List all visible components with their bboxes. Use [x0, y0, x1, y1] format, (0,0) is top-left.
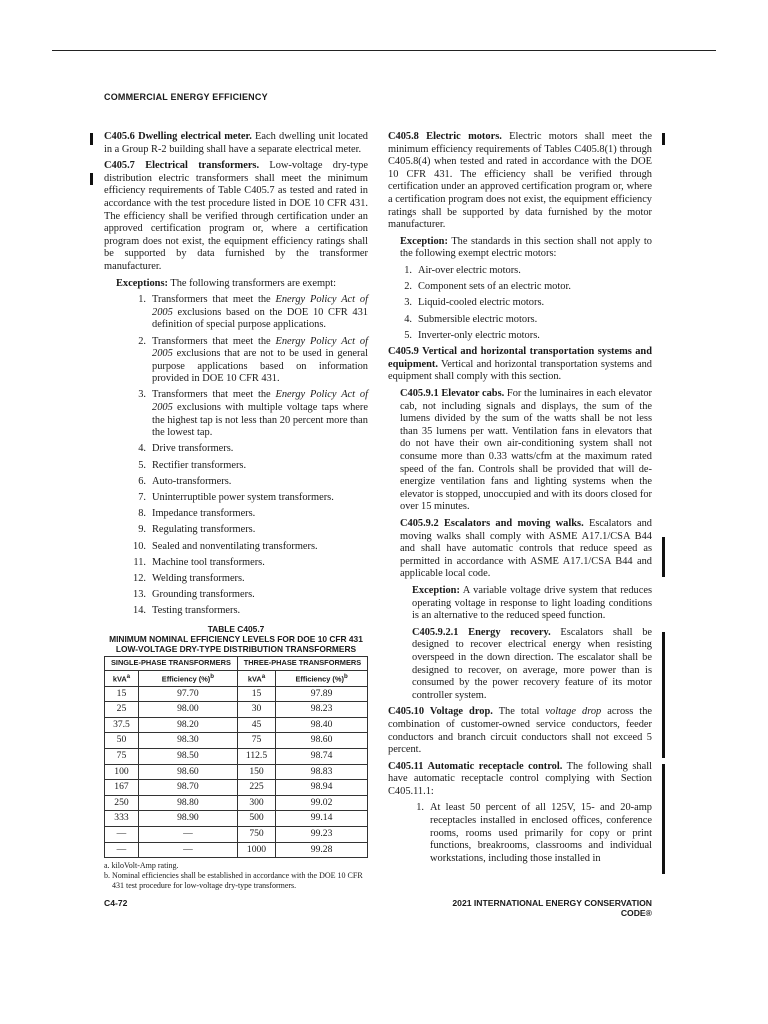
table-cell: 97.89	[276, 686, 368, 702]
list-number: 12.	[133, 572, 146, 584]
table-cell: 75	[237, 733, 275, 749]
list-number: 5.	[404, 329, 412, 341]
section-heading: C405.11 Automatic receptacle control.	[388, 760, 563, 772]
list-text: Air-over electric motors.	[418, 264, 521, 276]
list-item	[104, 492, 368, 505]
change-bar	[90, 133, 93, 145]
efficiency-table	[104, 656, 368, 858]
list-number: 11.	[133, 556, 146, 568]
table-cell: 300	[237, 795, 275, 811]
list-number: 1.	[416, 802, 424, 814]
exceptions-label: Exceptions:	[116, 277, 168, 289]
section-c405-9-1	[400, 388, 652, 514]
section-body: Each dwelling unit located in a Group R-2 building shall have a separate electrical meter.	[104, 131, 368, 155]
table-cell: —	[105, 842, 139, 858]
table-row	[105, 748, 368, 764]
section-heading: C405.9 Vertical and horizontal transportation systems and equipment.	[388, 346, 652, 370]
table-cell: 225	[237, 780, 275, 796]
list-number: 7.	[138, 492, 146, 503]
list-text: exclusions that are not to be used in general purpose applications based on information provided in DOE 10 CFR 431.	[152, 348, 368, 385]
table-cell: 45	[237, 717, 275, 733]
table-cell: 30	[237, 702, 275, 718]
section-c405-9-2	[400, 518, 652, 581]
section-body: Low-voltage dry-type distribution electric transformers shall meet the minimum efficiency requirements of Table C405.7 as tested and rated in accordance with the test procedure listed in DOE 10 CFR 431. The efficiency shall be verified through certification under an approved certification program or, where a certification program does not exist, the equipment efficiency ratings shall be supported by data furnished by the transformer manufacturer.	[104, 160, 368, 272]
table-cell: 25	[105, 702, 139, 718]
table-cell: 50	[105, 733, 139, 749]
table-cell: 15	[105, 686, 139, 702]
change-bar	[662, 537, 665, 577]
section-body: For the luminaires in each elevator cab, not including signals and displays, the sum of the lumens divided by the sum of the watts shall be not less than 35 lumens per watt. Ventilation fans in elevators that do not have their own air-conditioning system shall not consume more than 0.33 watts/cfm at the maximum rated speed of the fan. Controls shall be provided that will de-energize ventilation fans and lighting systems when the elevator is stopped, unoccupied and with its doors closed for over 15 minutes.	[400, 388, 652, 513]
table-cell: 98.00	[138, 702, 237, 718]
list-text: Rectifier transformers.	[152, 459, 247, 471]
exception-text: A variable voltage drive system that reduces operating voltage in response to light loading conditions is an alternative to the reduced speed function.	[412, 584, 652, 622]
list-text: Auto-transformers.	[152, 475, 232, 487]
list-number: 1.	[404, 264, 412, 276]
transformer-exceptions-list	[104, 294, 368, 618]
change-bar	[662, 764, 665, 874]
col-efficiency: Efficiency (%)$^b$	[276, 670, 368, 686]
section-heading: C405.6 Dwelling electrical meter.	[104, 131, 252, 142]
table-row	[105, 717, 368, 733]
table-cell: 98.60	[276, 733, 368, 749]
list-text: Transformers that meet the	[152, 294, 276, 306]
table-row	[105, 780, 368, 796]
list-text: Welding transformers.	[152, 572, 245, 584]
list-item	[104, 508, 368, 521]
col-efficiency: Efficiency (%)$^b$	[138, 670, 237, 686]
table-row	[105, 686, 368, 702]
section-body: The total	[492, 706, 546, 718]
list-text: exclusions based on the DOE 10 CFR 431 definition of special purpose applications.	[152, 306, 368, 331]
section-body: Vertical and horizontal transportation systems and equipment shall comply with this section.	[388, 358, 652, 383]
defined-term: voltage drop	[545, 706, 602, 718]
list-number: 9.	[138, 524, 146, 536]
table-cell: 75	[105, 748, 139, 764]
table-caption-1: MINIMUM NOMINAL EFFICIENCY LEVELS FOR DOE 10 CFR 431	[109, 633, 363, 644]
change-bar	[662, 712, 665, 758]
list-text: Regulating transformers.	[152, 524, 256, 536]
table-cell: 167	[105, 780, 139, 796]
list-text: Uninterruptible power system transformers.	[152, 492, 334, 503]
list-text: Impedance transformers.	[152, 508, 256, 520]
list-text: Inverter-only electric motors.	[418, 329, 540, 341]
escalator-exception	[412, 585, 652, 623]
footer-title: 2021 INTERNATIONAL ENERGY CONSERVATION CODE®	[452, 898, 652, 918]
section-heading: C405.10 Voltage drop.	[388, 706, 493, 718]
list-item	[400, 802, 652, 865]
change-bar	[90, 173, 93, 185]
section-c405-6	[104, 131, 368, 156]
table-cell: 1000	[237, 842, 275, 858]
footnote-a: a. kiloVolt-Amp rating.	[104, 861, 179, 871]
list-number: 6.	[138, 475, 146, 487]
table-caption-2: LOW-VOLTAGE DRY-TYPE DISTRIBUTION TRANSFORMERS	[115, 643, 357, 654]
col-kva: kVA$^a$	[237, 670, 275, 686]
table-cell: 98.90	[138, 811, 237, 827]
list-item	[104, 605, 368, 618]
list-item	[388, 330, 652, 343]
defined-term: Energy Policy Act of 2005	[152, 335, 368, 360]
table-cell: 98.70	[138, 780, 237, 796]
exception-label: Exception:	[412, 584, 460, 596]
table-cell: 98.94	[276, 780, 368, 796]
table-cell: 99.23	[276, 826, 368, 842]
list-number: 3.	[138, 389, 146, 401]
list-item	[104, 294, 368, 332]
section-body: Electric motors shall meet the minimum efficiency requirements of Tables C405.8(1) through C405.8(4) when tested and rated in accordance with the DOE 10 CFR 431. The efficiency shall be verified through certification under an approved certification program or, where a certification program does not exist, the equipment efficiency ratings shall be supported by data furnished by the motor manufacturer.	[388, 131, 652, 231]
list-text: Testing transformers.	[152, 605, 241, 617]
list-number: 13.	[133, 589, 146, 601]
list-item	[104, 460, 368, 473]
list-text: Transformers that meet the	[152, 335, 276, 347]
list-text: Machine tool transformers.	[152, 556, 265, 568]
right-column	[388, 131, 652, 869]
list-number: 8.	[138, 508, 146, 520]
list-text: Transformers that meet the	[152, 389, 276, 401]
table-cell: 98.80	[138, 795, 237, 811]
list-item	[104, 557, 368, 570]
section-c405-10	[388, 706, 652, 756]
section-c405-7	[104, 160, 368, 273]
table-cell: 98.60	[138, 764, 237, 780]
section-heading: C405.7 Electrical transformers.	[104, 160, 260, 172]
table-title	[104, 624, 368, 654]
list-item	[388, 281, 652, 294]
list-item	[104, 336, 368, 386]
top-rule	[52, 50, 716, 51]
table-cell: 500	[237, 811, 275, 827]
list-item	[104, 389, 368, 439]
section-body: Escalators shall be designed to recover electrical energy when resisting overspeed in the down direction. The escalator shall be designed to recover, on average, more power than is consumed by the power recovery feature of its motor controller system.	[412, 626, 652, 701]
group-header-single: SINGLE-PHASE TRANSFORMERS	[105, 656, 238, 670]
exception-label: Exception:	[400, 235, 448, 247]
table-row	[105, 811, 368, 827]
list-item	[104, 443, 368, 456]
list-number: 14.	[133, 605, 146, 617]
table-cell: 98.40	[276, 717, 368, 733]
list-number: 2.	[404, 281, 412, 293]
table-row	[105, 733, 368, 749]
table-row	[105, 826, 368, 842]
defined-term: Energy Policy Act of 2005	[152, 294, 368, 318]
page-number: C4-72	[104, 898, 128, 908]
list-item	[388, 314, 652, 327]
exception-text: The standards in this section shall not apply to the following exempt electric motors:	[400, 235, 652, 260]
table-row	[105, 764, 368, 780]
list-item	[104, 541, 368, 554]
defined-term: Energy Policy Act of 2005	[152, 389, 368, 414]
list-text: Sealed and nonventilating transformers.	[152, 540, 318, 552]
list-item	[104, 573, 368, 586]
footnote-b: b. Nominal efficiencies shall be established in accordance with the DOE 10 CFR 431 test procedure for low-voltage dry-type transformers.	[104, 871, 363, 891]
table-cell: 333	[105, 811, 139, 827]
table-cell: 98.23	[276, 702, 368, 718]
list-number: 3.	[404, 297, 412, 309]
list-number: 1.	[138, 294, 146, 306]
table-cell: 750	[237, 826, 275, 842]
left-column	[104, 131, 368, 891]
table-cell: 37.5	[105, 717, 139, 733]
table-cell: —	[138, 826, 237, 842]
section-c405-9-2-1	[412, 627, 652, 703]
list-item	[104, 524, 368, 537]
list-text: exclusions with multiple voltage taps where the highest tap is not less than 20 percent more than the lowest tap.	[152, 402, 368, 439]
table-cell: 97.70	[138, 686, 237, 702]
change-bar	[662, 133, 665, 145]
list-text: Component sets of an electric motor.	[418, 281, 571, 293]
change-bar	[662, 632, 665, 712]
section-heading: C405.9.2 Escalators and moving walks.	[400, 518, 584, 529]
table-row	[105, 842, 368, 858]
table-footnotes	[104, 861, 368, 891]
table-cell: 98.50	[138, 748, 237, 764]
table-cell: 99.14	[276, 811, 368, 827]
table-cell: 98.20	[138, 717, 237, 733]
col-kva: kVA$^a$	[105, 670, 139, 686]
table-number: TABLE C405.7	[207, 623, 265, 634]
table-cell: 98.83	[276, 764, 368, 780]
table-row	[105, 702, 368, 718]
list-text: At least 50 percent of all 125V, 15- and 20-amp receptacles installed in enclosed offices, conference rooms, rooms used primarily for copy or print functions, breakrooms, classrooms and individual workstations, including those installed in	[430, 802, 652, 864]
list-number: 2.	[138, 335, 146, 347]
list-number: 10.	[133, 540, 146, 552]
section-heading: C405.9.2.1 Energy recovery.	[412, 626, 551, 638]
table-cell: 100	[105, 764, 139, 780]
list-text: Liquid-cooled electric motors.	[418, 297, 545, 309]
table-cell: 112.5	[237, 748, 275, 764]
list-item	[388, 265, 652, 278]
table-cell: 150	[237, 764, 275, 780]
list-number: 5.	[138, 459, 146, 471]
motor-exceptions-list	[388, 265, 652, 342]
table-cell: 99.02	[276, 795, 368, 811]
section-c405-11	[388, 761, 652, 799]
list-text: Drive transformers.	[152, 443, 234, 455]
list-item	[104, 476, 368, 489]
section-c405-8	[388, 131, 652, 232]
section-body: across the combination of customer-owned service conductors, feeder conductors and branch circuit conductors shall not exceed 5 percent.	[388, 706, 652, 756]
list-text: Submersible electric motors.	[418, 313, 538, 325]
table-cell: 99.28	[276, 842, 368, 858]
table-cell: —	[138, 842, 237, 858]
table-cell: 98.74	[276, 748, 368, 764]
table-row	[105, 795, 368, 811]
table-cell: 15	[237, 686, 275, 702]
section-c405-9	[388, 346, 652, 384]
table-cell: 98.30	[138, 733, 237, 749]
table-cell: 250	[105, 795, 139, 811]
exceptions-intro	[116, 278, 368, 291]
list-number: 4.	[138, 443, 146, 455]
section-heading: C405.8 Electric motors.	[388, 131, 502, 142]
section-heading: C405.9.1 Elevator cabs.	[400, 388, 505, 400]
table-cell: —	[105, 826, 139, 842]
running-header: COMMERCIAL ENERGY EFFICIENCY	[104, 92, 268, 102]
group-header-three: THREE-PHASE TRANSFORMERS	[237, 656, 367, 670]
section-body: The following shall have automatic receptacle control complying with Section C405.11.1:	[388, 760, 652, 797]
receptacle-list	[400, 802, 652, 865]
list-number: 4.	[404, 313, 412, 325]
list-item	[104, 589, 368, 602]
list-item	[388, 297, 652, 310]
list-text: Grounding transformers.	[152, 589, 255, 601]
section-body: Escalators and moving walks shall comply with ASME A17.1/CSA B44 and shall have automatic controls that reduce speed as permitted in accordance with ASME A17.1/CSA B44 and applicable local code.	[400, 518, 652, 580]
motor-exception	[400, 236, 652, 261]
exceptions-text: The following transformers are exempt:	[167, 277, 336, 289]
